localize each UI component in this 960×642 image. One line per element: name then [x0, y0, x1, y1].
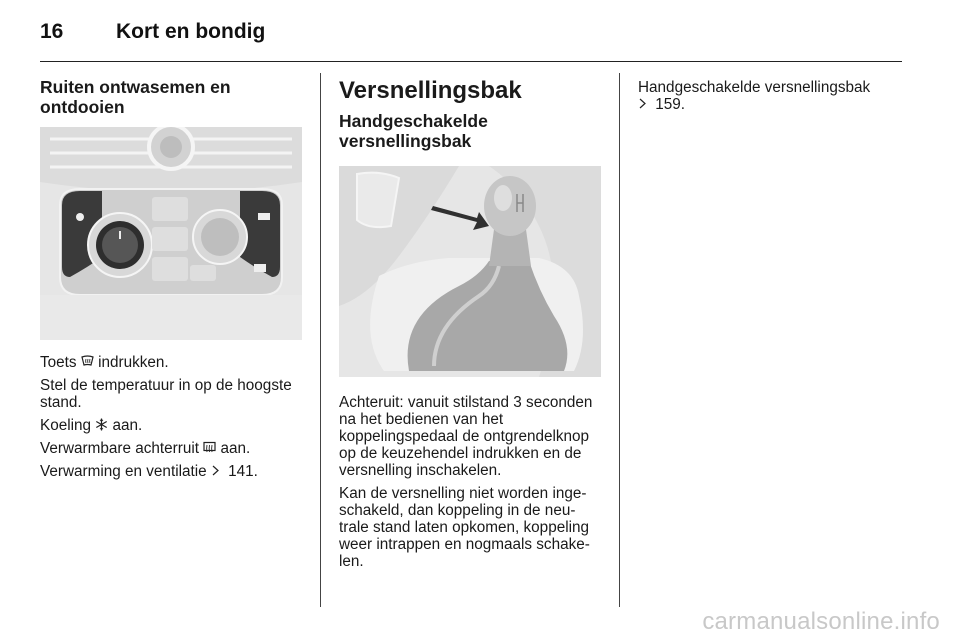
- page-number: 16: [40, 20, 64, 43]
- instruction-set-temperature: Stel de temperatuur in op de hoogste stand.: [40, 377, 292, 411]
- instruction-heating-ref: Verwarming en ventilatie 141.: [40, 463, 258, 480]
- page-title: Kort en bondig: [116, 20, 266, 43]
- climate-control-figure: [40, 127, 302, 340]
- cross-reference: Handgeschakelde versnellingsbak 159.: [638, 79, 871, 113]
- gear-not-engaging-instruction: Kan de versnelling niet worden inge-schakeld, dan koppeling in de neu-trale stand laten opkomen, koppeling weer intrappen en nogmaals schake-len.: [339, 485, 590, 570]
- windscreen-defrost-icon: [81, 355, 94, 368]
- instruction-press-button: Toets indrukken.: [40, 354, 169, 371]
- header-rule: [40, 61, 902, 62]
- gear-lever-figure: [339, 166, 601, 377]
- column-divider-1: [320, 73, 321, 607]
- left-column: [40, 77, 302, 117]
- reverse-gear-instruction: Achteruit: vanuit stilstand 3 seconden na het bedienen van het koppelingspedaal de ontgrendelknop op de keuzehendel indrukken en de versnelling inschakelen.: [339, 394, 593, 479]
- subsection-title-manual: Handgeschakelde versnellingsbak: [339, 111, 488, 151]
- middle-text: [339, 394, 601, 576]
- rear-window-heat-icon: [203, 441, 216, 454]
- section-heading-defrost: Ruiten ontwasemen en ontdooien: [40, 77, 231, 117]
- watermark: carmanualsonline.info: [702, 608, 940, 635]
- right-column: [638, 79, 900, 119]
- page-ref-arrow-icon: [211, 464, 224, 477]
- instruction-cooling: Koeling aan.: [40, 417, 143, 434]
- left-instructions: [40, 354, 302, 486]
- section-title-gearbox: Versnellingsbak: [339, 77, 522, 104]
- snowflake-icon: [95, 418, 108, 431]
- page-header: [40, 20, 265, 44]
- page-ref-arrow-icon: [638, 97, 651, 110]
- instruction-rear-window: Verwarmbare achterruit aan.: [40, 440, 251, 457]
- column-divider-2: [619, 73, 620, 607]
- middle-column-headings: [339, 77, 601, 151]
